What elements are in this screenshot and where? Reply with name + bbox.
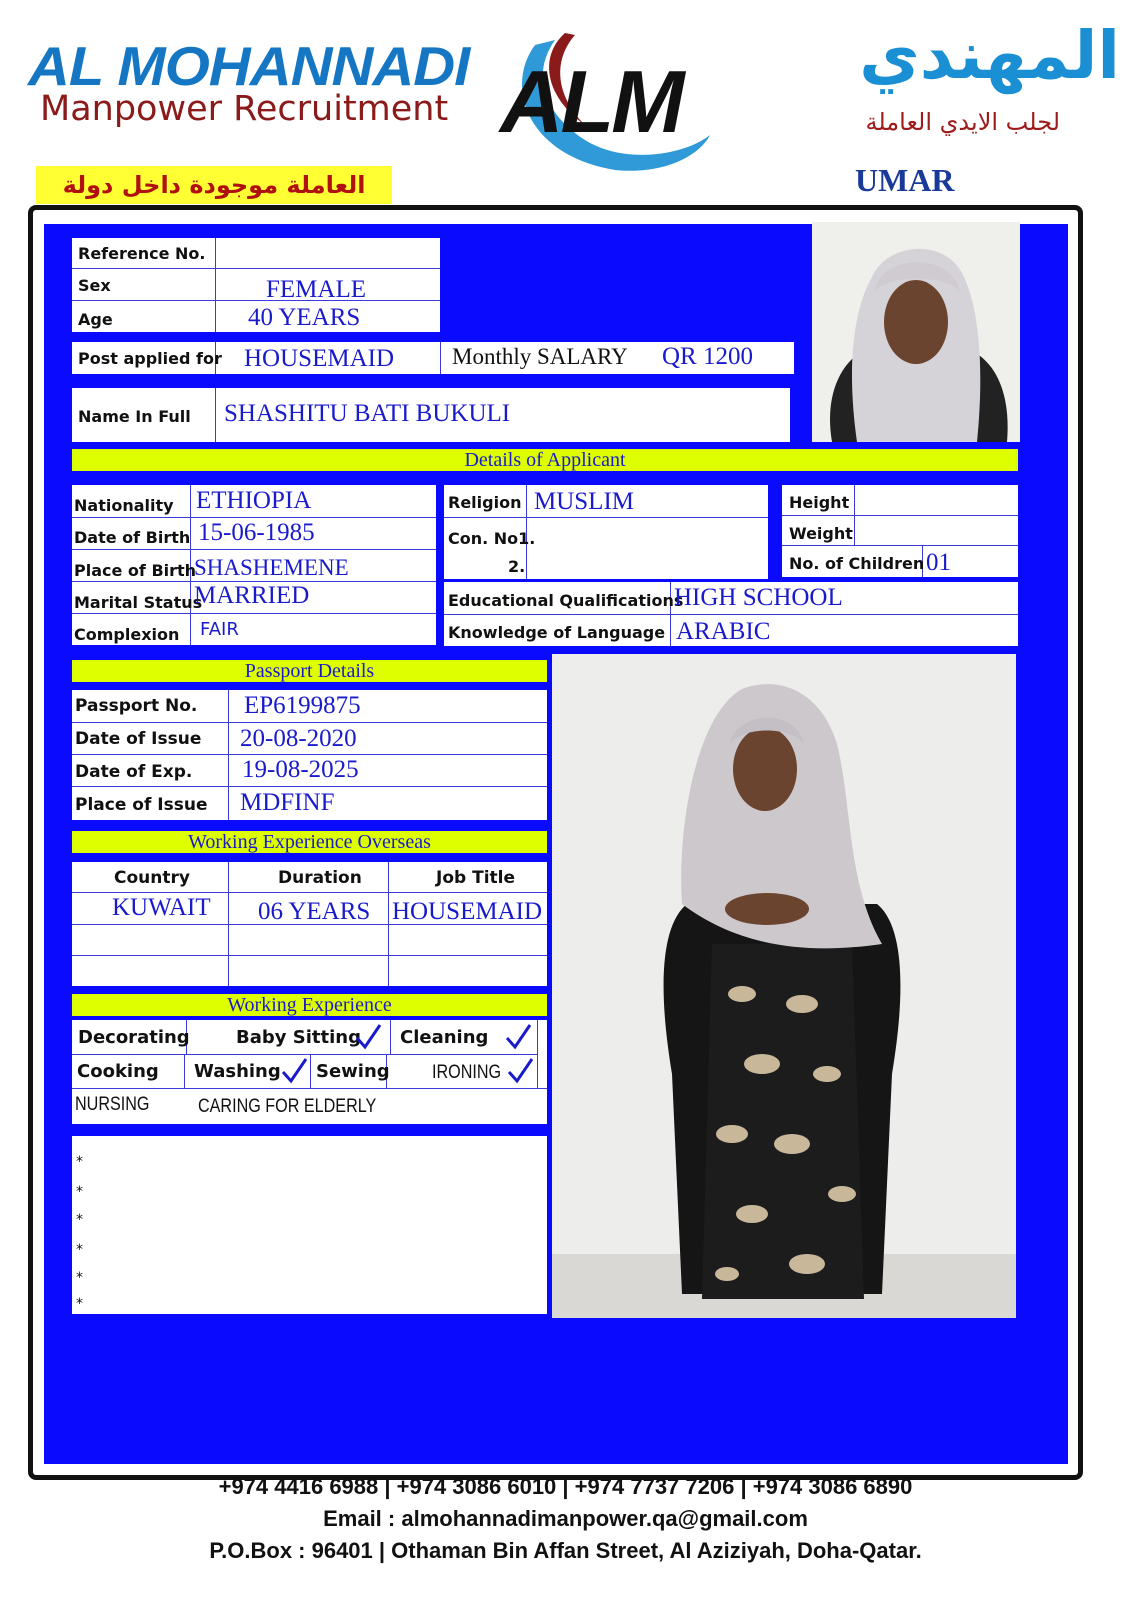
overseas-section-title: Working Experience Overseas: [72, 831, 547, 853]
overseas-table: [72, 862, 547, 986]
passport-no-label: Passport No.: [75, 696, 198, 716]
skill-ironing: IRONING: [432, 1062, 502, 1083]
physical-table: [782, 485, 1018, 577]
name-row: [72, 388, 790, 442]
complexion-value: FAIR: [200, 619, 239, 640]
personal-table: [72, 485, 436, 645]
brand-subtitle-en: Manpower Recruitment: [40, 89, 449, 129]
baby-sitting-check-icon: [354, 1022, 382, 1050]
education-label: Educational Qualifications: [448, 591, 684, 610]
religion-label: Religion: [448, 493, 522, 512]
skill-cleaning: Cleaning: [400, 1027, 489, 1048]
language-label: Knowledge of Language: [448, 623, 666, 642]
skill-nursing: NURSING: [75, 1094, 150, 1115]
cleaning-check-icon: [504, 1022, 532, 1050]
basic-info-table: [72, 238, 440, 332]
passport-place-label: Place of Issue: [75, 795, 208, 815]
washing-check-icon: [280, 1056, 308, 1084]
footer-phones: +974 4416 6988 | +974 3086 6010 | +974 7737 7206 | +974 3086 6890: [218, 1474, 913, 1499]
complexion-label: Complexion: [74, 625, 180, 644]
sex-label: Sex: [78, 276, 111, 295]
passport-exp-value: 19-08-2025: [242, 756, 359, 783]
note-bullet: *: [76, 1242, 83, 1258]
religion-table: [444, 485, 768, 579]
reference-label: Reference No.: [78, 244, 206, 263]
post-value: HOUSEMAID: [244, 345, 394, 372]
brand-name-ar: المهندي: [859, 17, 1120, 94]
salary-label: Monthly SALARY: [452, 344, 628, 369]
skills-section-title: Working Experience: [72, 994, 547, 1016]
note-bullet: *: [76, 1154, 83, 1170]
skill-decorating: Decorating: [78, 1027, 190, 1048]
name-value: SHASHITU BATI BUKULI: [224, 400, 511, 427]
passport-no-value: EP6199875: [244, 692, 361, 719]
qatar-availability-banner: العاملة موجودة داخل دولة: [36, 166, 392, 204]
passport-section-title: Passport Details: [72, 660, 547, 682]
brand-subtitle-ar: لجلب الايدي العاملة: [865, 108, 1060, 136]
salary-value: QR 1200: [662, 343, 753, 370]
pob-value: SHASHEMENE: [194, 555, 349, 580]
col-duration: Duration: [278, 868, 362, 888]
footer-email: Email : almohannadimanpower.qa@gmail.com: [323, 1506, 808, 1531]
marital-label: Marital Status: [74, 593, 203, 612]
overseas-job: HOUSEMAID: [392, 898, 542, 925]
brand-name-en: AL MOHANNADI: [28, 35, 470, 98]
nationality-value: ETHIOPIA: [196, 487, 312, 514]
religion-value: MUSLIM: [534, 488, 635, 515]
education-value: HIGH SCHOOL: [674, 584, 843, 611]
applicant-full-body-photo: [552, 654, 1016, 1318]
skill-baby-sitting: Baby Sitting: [236, 1027, 361, 1048]
passport-issue-value: 20-08-2020: [240, 725, 357, 752]
note-bullet: *: [76, 1270, 83, 1286]
overseas-duration: 06 YEARS: [258, 898, 371, 925]
con1-label: Con. No1.: [448, 529, 536, 548]
children-label: No. of Children: [789, 554, 925, 573]
passport-place-value: MDFINF: [240, 789, 335, 816]
dob-label: Date of Birth: [74, 528, 191, 547]
ironing-check-icon: [506, 1056, 534, 1084]
language-value: ARABIC: [676, 618, 771, 645]
education-table: [444, 582, 1018, 646]
col-job-title: Job Title: [436, 868, 515, 888]
alm-logo-text: ALM: [500, 52, 682, 151]
con2-label: 2.: [508, 557, 526, 576]
applicant-portrait-photo: [812, 222, 1020, 442]
post-label: Post applied for: [78, 349, 222, 368]
age-label: Age: [78, 310, 113, 329]
skill-cooking: Cooking: [77, 1061, 159, 1082]
weight-label: Weight: [789, 524, 853, 543]
skill-washing: Washing: [194, 1061, 281, 1082]
details-section-title: Details of Applicant: [72, 449, 1018, 471]
notes-box: [72, 1136, 547, 1314]
passport-exp-label: Date of Exp.: [75, 762, 193, 782]
note-bullet: *: [76, 1296, 83, 1312]
footer-address: P.O.Box : 96401 | Othaman Bin Affan Street, Al Aziziyah, Doha-Qatar.: [209, 1538, 922, 1563]
name-label: Name In Full: [78, 407, 191, 426]
overseas-country: KUWAIT: [112, 894, 211, 921]
passport-issue-label: Date of Issue: [75, 729, 202, 749]
passport-table: [72, 690, 547, 820]
skill-caring-elderly: CARING FOR ELDERLY: [198, 1096, 377, 1117]
dob-value: 15-06-1985: [198, 519, 315, 546]
note-bullet: *: [76, 1184, 83, 1200]
marital-value: MARRIED: [194, 582, 310, 609]
height-label: Height: [789, 493, 850, 512]
children-value: 01: [926, 549, 951, 576]
skills-table: [72, 1020, 547, 1124]
agent-name: UMAR: [855, 162, 955, 198]
note-bullet: *: [76, 1212, 83, 1228]
post-row: [72, 342, 794, 374]
pob-label: Place of Birth: [74, 561, 197, 580]
sex-value: FEMALE: [266, 276, 366, 303]
skill-sewing: Sewing: [316, 1061, 390, 1082]
nationality-label: Nationality: [74, 496, 174, 515]
col-country: Country: [114, 868, 190, 888]
age-value: 40 YEARS: [248, 304, 361, 331]
